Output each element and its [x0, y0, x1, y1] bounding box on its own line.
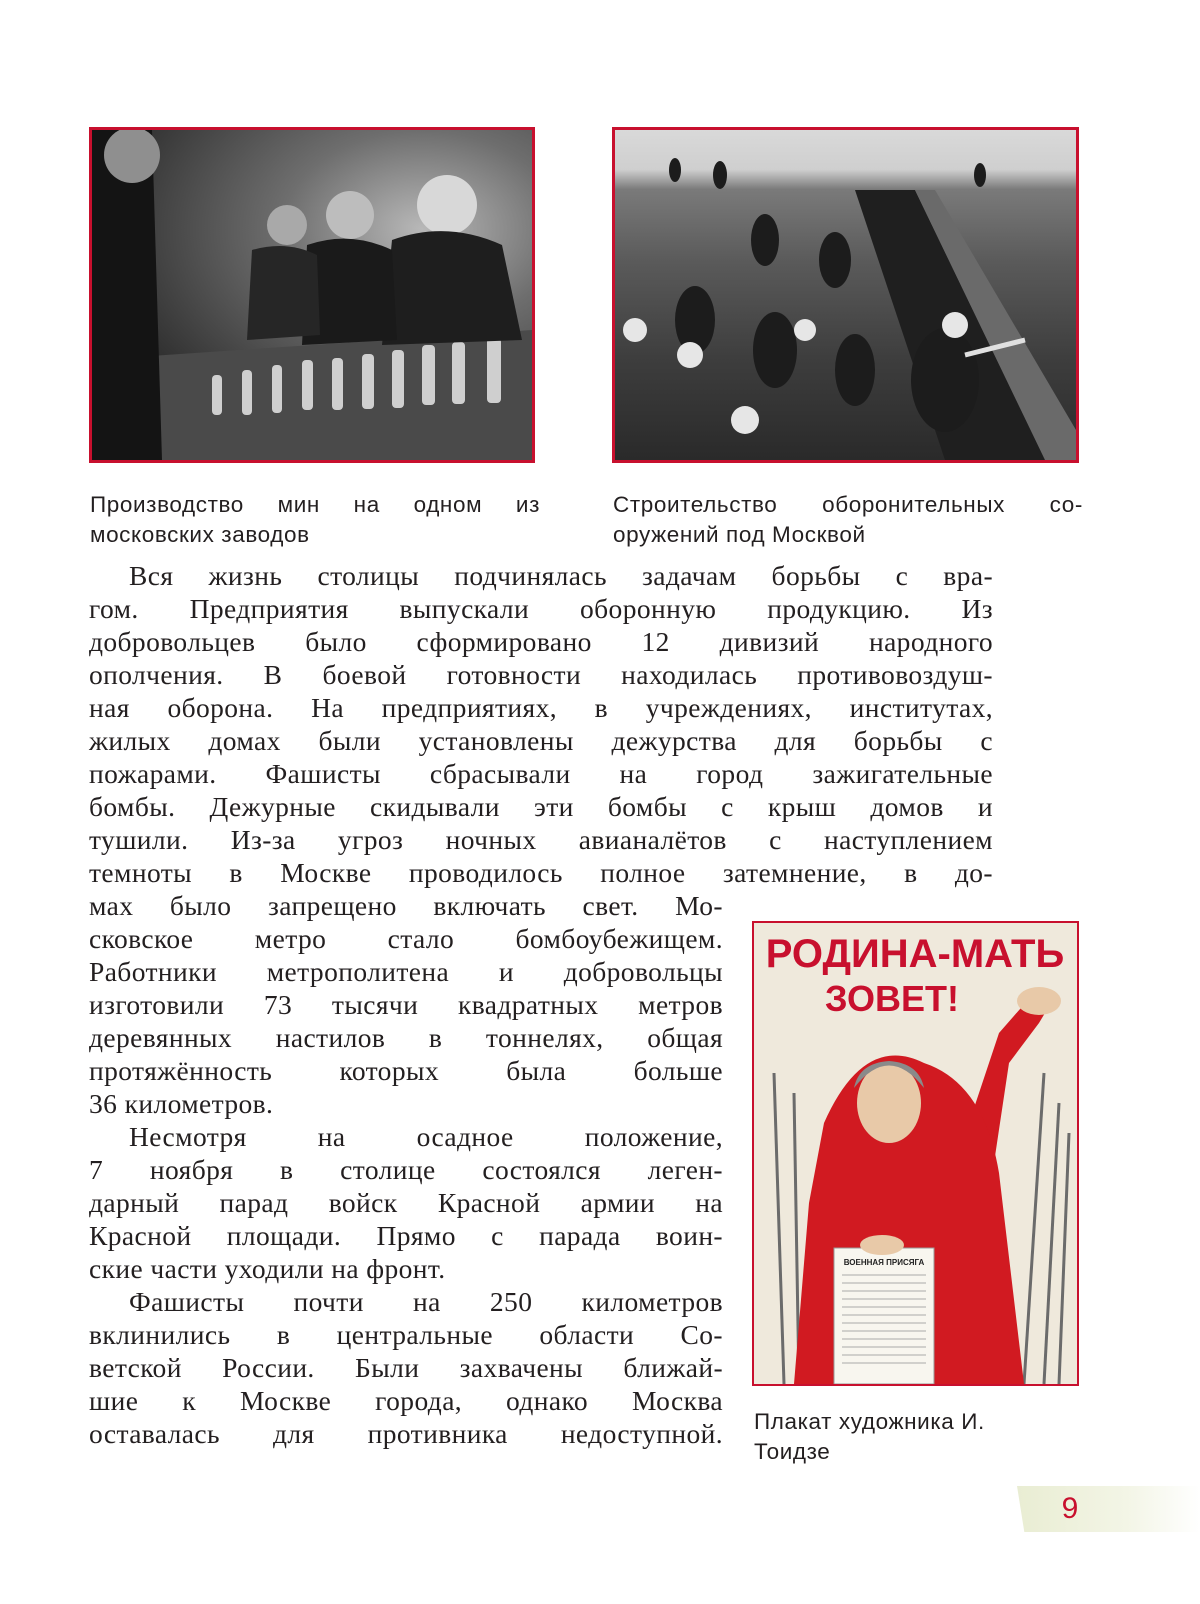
- caption-trench-construction: Строительство оборонительных со-оружений под Москвой: [613, 492, 1083, 547]
- page-number-tab: [1017, 1486, 1200, 1532]
- text-line: Красной площади. Прямо с парада воин-: [89, 1220, 723, 1251]
- text-line: протяжённость которых была больше: [89, 1055, 723, 1086]
- poster-art: [754, 923, 1077, 1384]
- text-line: Фашисты почти на 250 километров: [129, 1286, 723, 1317]
- text-line: оставалась для противника недоступной.: [89, 1418, 723, 1449]
- text-line: изготовили 73 тысячи квадратных метров: [89, 989, 723, 1020]
- text-line: сковское метро стало бомбоубежищем.: [89, 923, 723, 954]
- text-line: шие к Москве города, однако Москва: [89, 1385, 723, 1416]
- text-line: ветской России. Были захвачены ближай-: [89, 1352, 723, 1383]
- text-line: мах было запрещено включать свет. Мо-: [89, 890, 723, 921]
- text-line: ная оборона. На предприятиях, в учреждениях, институтах,: [89, 692, 993, 723]
- text-line: тушили. Из-за угроз ночных авианалётов с наступлением: [89, 824, 993, 855]
- poster-motherland-calls: [752, 921, 1079, 1386]
- text-line: жилых домах были установлены дежурства для борьбы с: [89, 725, 993, 756]
- text-line: бомбы. Дежурные скидывали эти бомбы с крыш домов и: [89, 791, 993, 822]
- text-line: ополчения. В боевой готовности находилась противовоздуш-: [89, 659, 993, 690]
- text-line: ские части уходили на фронт.: [89, 1253, 446, 1284]
- text-line: дарный парад войск Красной армии на: [89, 1187, 723, 1218]
- photo-mine-factory: [89, 127, 535, 463]
- text-line: 7 ноября в столице состоялся леген-: [89, 1154, 723, 1185]
- trench-photo-art: [615, 130, 1076, 460]
- text-line: добровольцев было сформировано 12 дивизий народного: [89, 626, 993, 657]
- poster-headline-2: ЗОВЕТ!: [824, 978, 960, 1019]
- poster-headline-1: РОДИНА-МАТЬ: [765, 932, 1065, 976]
- caption-mine-factory: Производство мин на одном из московских заводов: [90, 492, 540, 547]
- text-line: Несмотря на осадное положение,: [129, 1121, 723, 1152]
- text-line: гом. Предприятия выпускали оборонную продукцию. Из: [89, 593, 993, 624]
- caption-poster: Плакат художника И. Тоидзе: [754, 1409, 985, 1464]
- photo-trench-construction: [612, 127, 1079, 463]
- poster-sheet-title: ВОЕННАЯ ПРИСЯГА: [843, 1258, 925, 1267]
- text-line: темноты в Москве проводилось полное затемнение, в до-: [89, 857, 993, 888]
- factory-photo-art: [92, 130, 532, 460]
- text-line: 36 километров.: [89, 1088, 274, 1119]
- text-line: пожарами. Фашисты сбрасывали на город зажигательные: [89, 758, 993, 789]
- text-line: Вся жизнь столицы подчинялась задачам борьбы с вра-: [129, 560, 993, 591]
- text-line: вклинились в центральные области Со-: [89, 1319, 723, 1350]
- page-number: 9: [1061, 1492, 1079, 1525]
- text-line: Работники метрополитена и добровольцы: [89, 956, 723, 987]
- text-line: деревянных настилов в тоннелях, общая: [89, 1022, 723, 1053]
